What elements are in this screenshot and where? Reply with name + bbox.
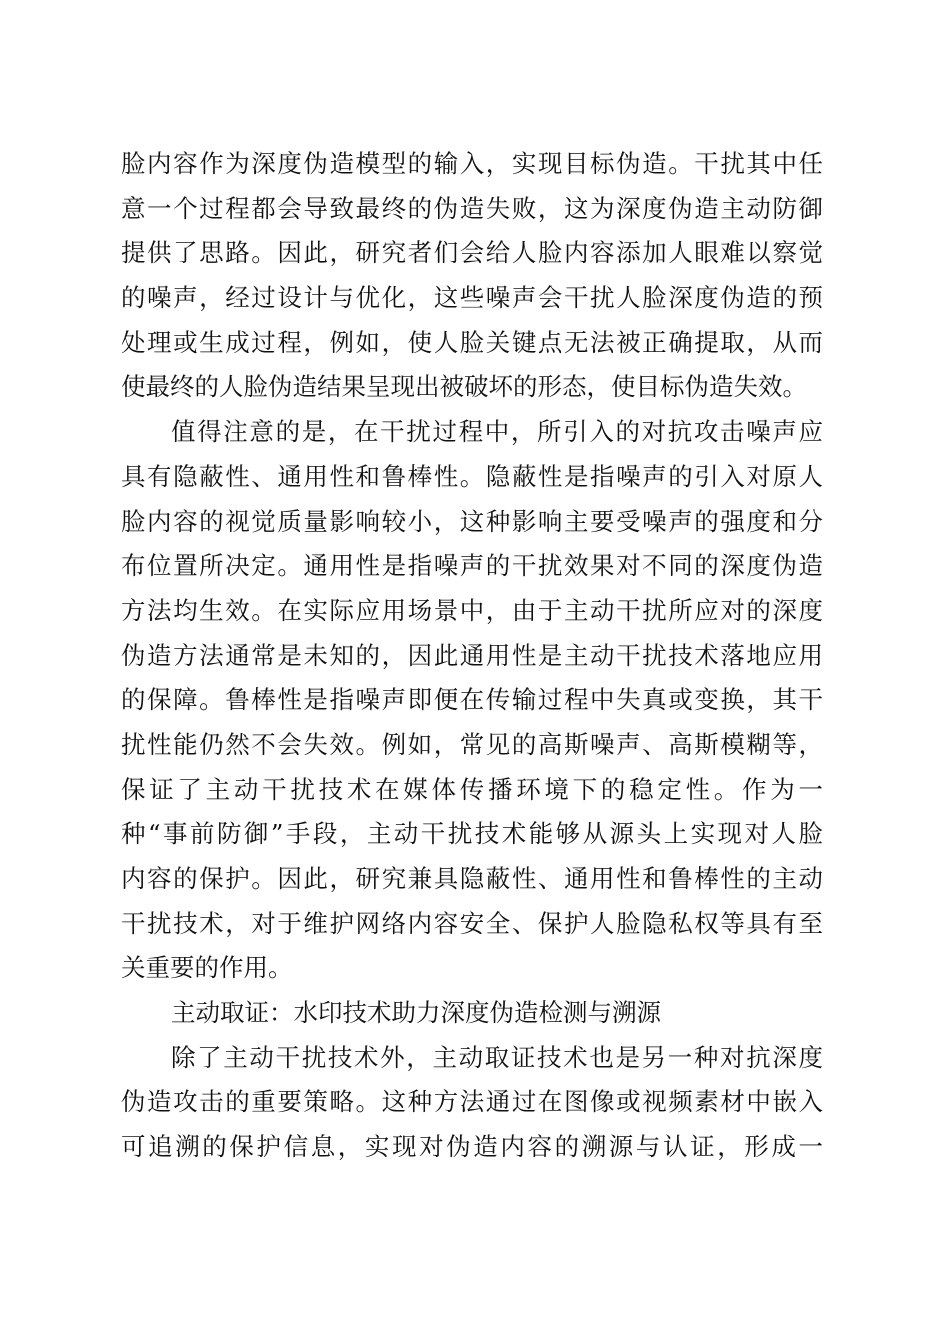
text-line: 伪造方法通常是未知的，因此通用性是主动干扰技术落地应用 — [121, 640, 823, 670]
text-line: 干扰技术，对于维护网络内容安全、保护人脸隐私权等具有至 — [121, 908, 823, 938]
text-line: 具有隐蔽性、通用性和鲁棒性。隐蔽性是指噪声的引入对原人 — [121, 461, 823, 491]
text-line: 使最终的人脸伪造结果呈现出被破坏的形态，使目标伪造失效。 — [121, 372, 807, 402]
text-line: 可追溯的保护信息，实现对伪造内容的溯源与认证，形成一 — [121, 1132, 823, 1162]
text-line: 方法均生效。在实际应用场景中，由于主动干扰所应对的深度 — [121, 595, 823, 625]
text-line: 除了主动干扰技术外，主动取证技术也是另一种对抗深度 — [171, 1042, 823, 1072]
text-line: 种“事前防御”手段，主动干扰技术能够从源头上实现对人脸 — [121, 819, 823, 849]
text-line: 脸内容的视觉质量影响较小，这种影响主要受噪声的强度和分 — [121, 506, 823, 536]
text-line: 脸内容作为深度伪造模型的输入，实现目标伪造。干扰其中任 — [121, 149, 823, 178]
text-line: 扰性能仍然不会失效。例如，常见的高斯噪声、高斯模糊等， — [121, 729, 823, 759]
text-line: 的保障。鲁棒性是指噪声即便在传输过程中失真或变换，其干 — [121, 685, 823, 715]
text-line: 意一个过程都会导致最终的伪造失败，这为深度伪造主动防御 — [121, 193, 823, 223]
text-line: 值得注意的是，在干扰过程中，所引入的对抗攻击噪声应 — [171, 417, 823, 447]
text-line: 布位置所决定。通用性是指噪声的干扰效果对不同的深度伪造 — [121, 551, 823, 581]
text-line: 伪造攻击的重要策略。这种方法通过在图像或视频素材中嵌入 — [121, 1087, 823, 1117]
text-line: 处理或生成过程，例如，使人脸关键点无法被正确提取，从而 — [121, 327, 823, 357]
text-line: 保证了主动干扰技术在媒体传播环境下的稳定性。作为一 — [121, 774, 823, 804]
text-line: 提供了思路。因此，研究者们会给人脸内容添加人眼难以察觉 — [121, 238, 823, 268]
document-page — [121, 142, 823, 1170]
text-line: 的噪声，经过设计与优化，这些噪声会干扰人脸深度伪造的预 — [121, 283, 823, 313]
section-heading: 主动取证：水印技术助力深度伪造检测与溯源 — [171, 998, 661, 1028]
text-line: 内容的保护。因此，研究兼具隐蔽性、通用性和鲁棒性的主动 — [121, 864, 823, 893]
text-line: 关重要的作用。 — [121, 953, 293, 983]
